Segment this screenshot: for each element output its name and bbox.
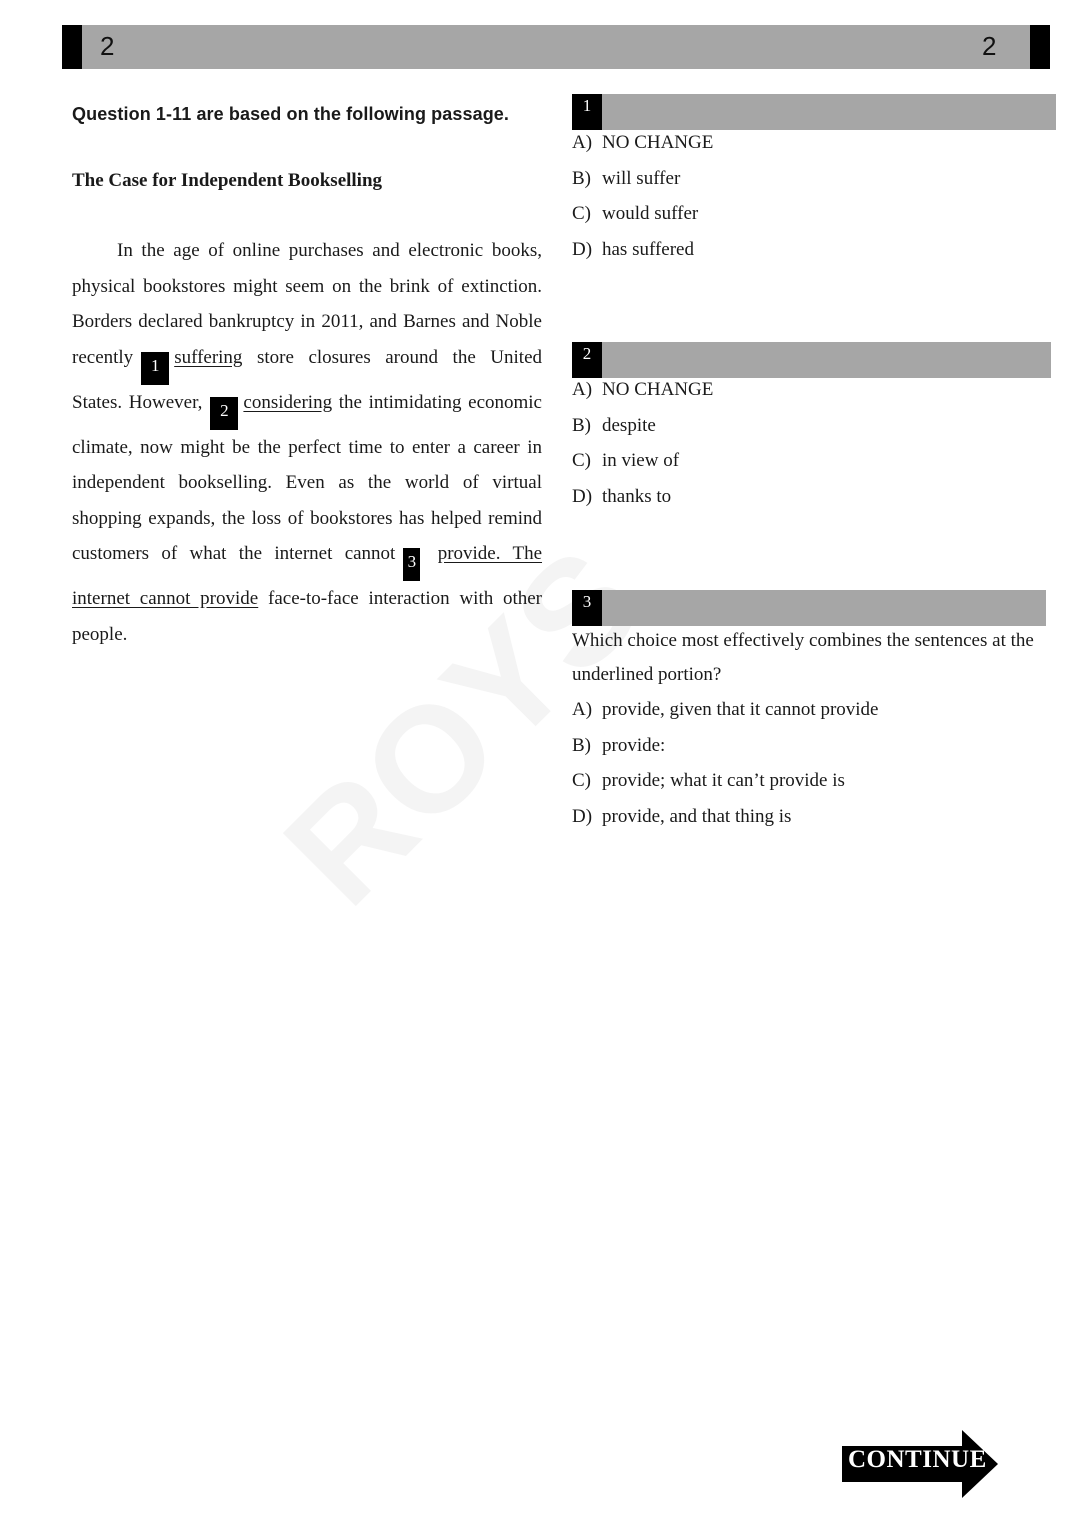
choice-text: provide: xyxy=(602,734,666,756)
question-header-3 xyxy=(572,590,1046,626)
underlined-portion-3[interactable]: provide. The internet cannot provide xyxy=(72,543,543,609)
choice-text: provide, given that it cannot provide xyxy=(602,699,879,720)
choice-text: will suffer xyxy=(602,167,681,189)
question-number-2: 2 xyxy=(572,342,602,378)
choice-letter: D) xyxy=(572,485,593,507)
choice-1a[interactable] xyxy=(572,125,1056,161)
choice-letter: B) xyxy=(572,414,591,436)
choice-text: NO CHANGE xyxy=(602,132,714,153)
choice-letter: D) xyxy=(572,805,593,827)
header-left-cap xyxy=(62,25,82,69)
passage-title: The Case for Independent Bookselling xyxy=(72,170,383,191)
choice-letter: C) xyxy=(572,450,591,471)
question-marker-2[interactable]: 2 xyxy=(210,397,238,430)
choice-text: has suffered xyxy=(602,238,694,260)
question-marker-3[interactable]: 3 xyxy=(403,548,420,581)
choice-1d[interactable] xyxy=(572,232,1056,268)
choice-text: in view of xyxy=(602,450,680,471)
choice-text: despite xyxy=(602,414,656,436)
passage-segment: In the age of online purchases and electronic books, physical bookstores might seem on the brink of extinction. Borders declared bankruptcy in 2011, and Barnes and Noble recently xyxy=(72,240,542,368)
choice-letter: C) xyxy=(572,203,591,224)
choice-letter: C) xyxy=(572,770,591,791)
choice-1b[interactable] xyxy=(572,161,1056,197)
question-number-3: 3 xyxy=(572,590,602,626)
instructions: Question 1-11 are based on the following passage. xyxy=(72,104,510,124)
choice-text: would suffer xyxy=(602,203,699,224)
choice-2b[interactable] xyxy=(572,408,1051,444)
choice-3a[interactable] xyxy=(572,692,1046,728)
passage-segment: face-to-face interaction with other people. xyxy=(72,588,543,645)
question-block-1 xyxy=(572,94,1056,267)
question-block-2 xyxy=(572,342,1051,514)
choice-2c[interactable] xyxy=(572,443,1051,479)
question-header-1 xyxy=(572,94,1056,130)
choice-3b[interactable] xyxy=(572,728,1046,764)
header-bar xyxy=(62,25,1050,69)
choice-3c[interactable] xyxy=(572,763,1046,799)
passage-segment: store closures around the United States. However, xyxy=(72,346,542,413)
continue-label: CONTINUE xyxy=(848,1446,987,1473)
choice-text: thanks to xyxy=(602,485,672,507)
page-number-right: 2 xyxy=(982,31,997,61)
question-number-1: 1 xyxy=(572,94,602,130)
choice-letter: B) xyxy=(572,734,591,756)
choice-text: NO CHANGE xyxy=(602,379,714,400)
header-right-cap xyxy=(1030,25,1050,69)
choice-letter: A) xyxy=(572,699,593,720)
choice-3d[interactable] xyxy=(572,799,1046,835)
underlined-portion-2[interactable]: considering xyxy=(243,391,333,413)
choice-letter: D) xyxy=(572,238,593,260)
choice-text: provide, and that thing is xyxy=(602,805,792,827)
page-number-left: 2 xyxy=(100,31,115,61)
choice-letter: A) xyxy=(572,132,593,153)
choice-1c[interactable] xyxy=(572,196,1056,232)
question-prompt-3: Which choice most effectively combines the sentences at the underlined portion? xyxy=(572,630,1034,685)
underlined-portion-1[interactable]: suffering xyxy=(174,346,243,368)
passage-text xyxy=(72,233,542,652)
choice-2d[interactable] xyxy=(572,479,1051,515)
choice-letter: A) xyxy=(572,379,593,400)
question-block-3 xyxy=(572,590,1046,834)
question-header-2 xyxy=(572,342,1051,378)
choice-text: provide; what it can’t provide is xyxy=(602,770,845,791)
choice-letter: B) xyxy=(572,167,591,189)
question-marker-1[interactable]: 1 xyxy=(141,352,169,385)
passage-segment: the intimidating economic climate, now might be the perfect time to enter a career in independent bookselling. Even as the world of virtual shopping expands, the loss of bookstores has helped remind customers of what the internet cannot xyxy=(72,391,542,564)
continue-button[interactable] xyxy=(842,1430,1000,1498)
